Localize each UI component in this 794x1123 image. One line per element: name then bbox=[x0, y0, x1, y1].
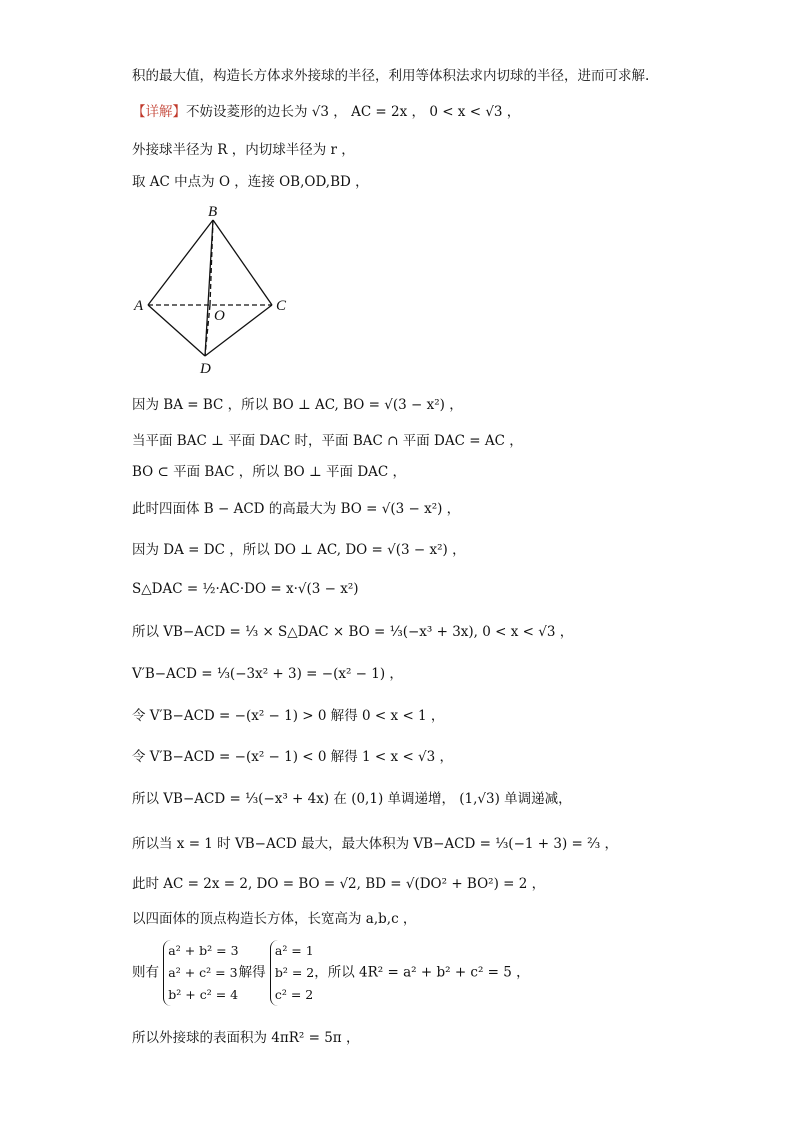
eq1-row1: a² + b² = 3 bbox=[168, 943, 239, 958]
text-line-13: 令 V′B−ACD = −(x² − 1) > 0 解得 0 < x < 1 ， bbox=[132, 708, 445, 724]
text-line-4: 取 AC 中点为 O ，连接 OB,OD,BD ， bbox=[132, 174, 369, 190]
text-line-5: 因为 BA = BC ，所以 BO ⊥ AC, BO = √(3 − x²) ， bbox=[132, 397, 463, 413]
eq2-row3: c² = 2 bbox=[274, 987, 314, 1002]
text-line-7: BO ⊂ 平面 BAC ，所以 BO ⊥ 平面 DAC ， bbox=[132, 464, 407, 480]
text-line-11: 所以 VB−ACD = ⅓ × S△DAC × BO = ⅓(−x³ + 3x), 0 < x < √3 ， bbox=[132, 624, 574, 640]
tetrahedron-diagram bbox=[130, 198, 300, 378]
edge-AD bbox=[148, 305, 205, 356]
equation-system-2 bbox=[270, 940, 314, 1006]
detail-tag: 【详解】 bbox=[132, 104, 186, 120]
text-line-15: 所以 VB−ACD = ⅓(−x³ + 4x) 在 (0,1) 单调递增， (1,√3) 单调递减， bbox=[132, 791, 572, 807]
line-19-tail: ，所以 4R² = a² + b² + c² = 5 ， bbox=[314, 964, 530, 981]
eq2-row2: b² = 2 bbox=[274, 965, 315, 980]
label-A: A bbox=[134, 298, 144, 314]
text-line-16: 所以当 x = 1 时 VB−ACD 最大，最大体积为 VB−ACD = ⅓(−1 + 3) = ⅔ ， bbox=[132, 836, 618, 852]
label-C: C bbox=[276, 298, 287, 314]
text-line-17: 此时 AC = 2x = 2, DO = BO = √2, BD = √(DO² + BO²) = 2 ， bbox=[132, 876, 546, 892]
solve-label: 解得 bbox=[238, 964, 266, 981]
edge-BA bbox=[148, 220, 213, 305]
text-line-2 bbox=[132, 102, 520, 122]
text-line-10: S△DAC = ½·AC·DO = x·√(3 − x²) bbox=[132, 581, 359, 597]
equation-system-1 bbox=[163, 940, 238, 1006]
text-line-6: 当平面 BAC ⊥ 平面 DAC 时，平面 BAC ∩ 平面 DAC = AC ， bbox=[132, 433, 523, 449]
text-line-18: 以四面体的顶点构造长方体，长宽高为 a,b,c ， bbox=[132, 911, 417, 927]
eq1-row3: b² + c² = 4 bbox=[168, 987, 239, 1002]
text-line-2-body: 不妨设菱形的边长为 √3 ， AC = 2x ， 0 < x < √3 ， bbox=[186, 104, 521, 120]
edge-BC bbox=[213, 220, 272, 305]
label-D: D bbox=[200, 361, 211, 377]
label-O: O bbox=[214, 308, 225, 324]
text-line-8: 此时四面体 B − ACD 的高最大为 BO = √(3 − x²) ， bbox=[132, 501, 461, 517]
text-line-14: 令 V′B−ACD = −(x² − 1) < 0 解得 1 < x < √3 ， bbox=[132, 749, 454, 765]
text-line-3: 外接球半径为 R ，内切球半径为 r ， bbox=[132, 142, 355, 158]
then-have: 则有 bbox=[132, 964, 159, 981]
eq1-row2: a² + c² = 3 bbox=[168, 965, 238, 980]
text-line-1: 积的最大值，构造长方体求外接球的半径，利用等体积法求内切球的半径，进而可求解. bbox=[132, 68, 650, 84]
text-line-20: 所以外接球的表面积为 4πR² = 5π ， bbox=[132, 1030, 360, 1046]
eq2-row1: a² = 1 bbox=[274, 943, 314, 958]
label-B: B bbox=[208, 204, 218, 220]
text-line-9: 因为 DA = DC ，所以 DO ⊥ AC, DO = √(3 − x²) ， bbox=[132, 542, 466, 558]
text-line-12: V′B−ACD = ⅓(−3x² + 3) = −(x² − 1) ， bbox=[132, 666, 403, 682]
text-line-19 bbox=[132, 940, 530, 1006]
